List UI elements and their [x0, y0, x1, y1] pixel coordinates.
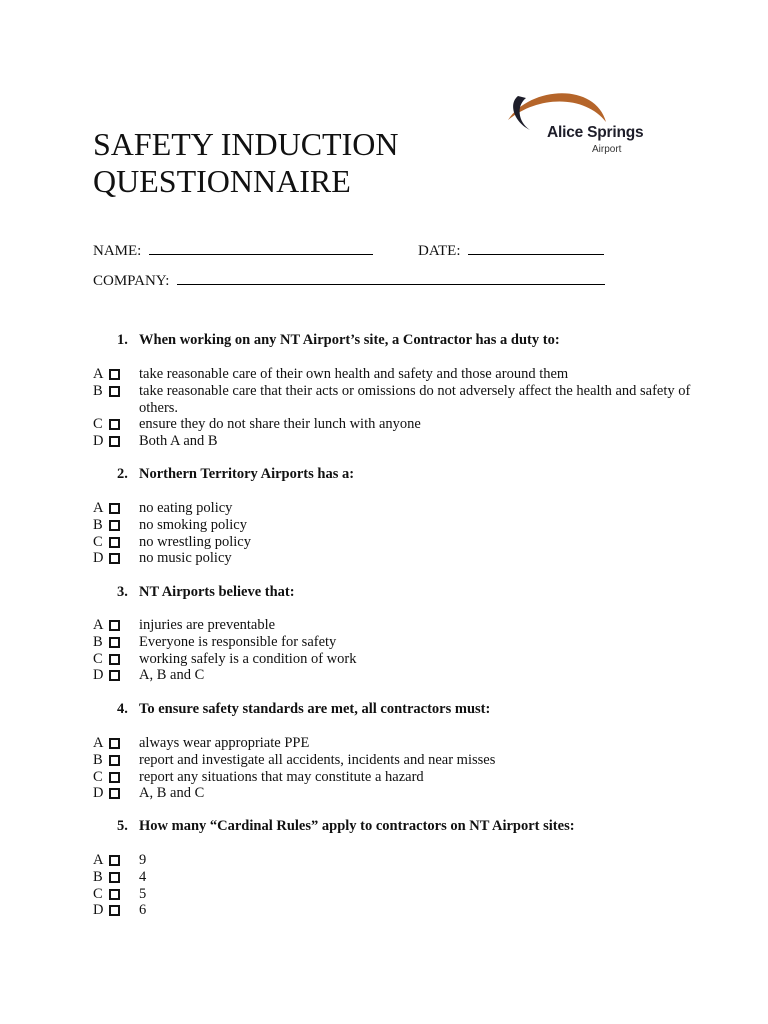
answer-letter: B [93, 382, 103, 399]
answer-option[interactable] [93, 667, 693, 684]
answer-letter: A [93, 366, 104, 382]
checkbox-icon[interactable] [109, 637, 120, 648]
answer-letter: A [93, 617, 104, 633]
name-field[interactable] [93, 242, 373, 260]
answer-text: 6 [139, 902, 147, 919]
question-number: 1. [117, 332, 128, 348]
answer-option[interactable] [93, 416, 693, 433]
answer-text: take reasonable care that their acts or omissions do not adversely affect the health and safety of others. [139, 382, 691, 416]
answer-text: 9 [139, 852, 147, 868]
answer-option[interactable] [93, 617, 693, 634]
checkbox-icon[interactable] [109, 788, 120, 799]
answer-letter: A [93, 500, 104, 516]
answer-text: take reasonable care of their own health and safety and those around them [139, 366, 569, 382]
question-text: To ensure safety standards are met, all contractors must: [139, 701, 491, 717]
answer-option[interactable] [93, 886, 693, 903]
checkbox-icon[interactable] [109, 436, 120, 447]
checkbox-icon[interactable] [109, 905, 120, 916]
question-2 [117, 466, 354, 483]
answer-text: Everyone is responsible for safety [139, 633, 337, 650]
question-text: Northern Territory Airports has a: [139, 466, 355, 482]
answer-text: Both A and B [139, 433, 218, 450]
swoosh-logo-icon [500, 82, 670, 162]
answer-letter: D [93, 667, 104, 684]
answer-option[interactable] [93, 550, 693, 567]
answer-letter: B [93, 868, 103, 885]
answer-text: injuries are preventable [139, 617, 276, 633]
date-field[interactable] [418, 242, 604, 260]
question-number: 2. [117, 466, 128, 482]
question-number: 3. [117, 584, 128, 600]
answer-letter: C [93, 885, 103, 902]
checkbox-icon[interactable] [109, 386, 120, 397]
answer-option[interactable] [93, 769, 693, 786]
answer-option[interactable] [93, 433, 693, 450]
question-1 [117, 332, 560, 349]
answer-option[interactable] [93, 869, 693, 886]
answer-letter: A [93, 735, 104, 751]
answer-option[interactable] [93, 517, 693, 534]
checkbox-icon[interactable] [109, 537, 120, 548]
page-title: SAFETY INDUCTION QUESTIONNAIRE [93, 126, 399, 199]
checkbox-icon[interactable] [109, 872, 120, 883]
checkbox-icon[interactable] [109, 670, 120, 681]
answer-option[interactable] [93, 500, 693, 517]
answer-text: working safely is a condition of work [139, 650, 357, 667]
answer-text: no smoking policy [139, 516, 247, 533]
name-line[interactable] [149, 242, 373, 255]
answer-text: no wrestling policy [139, 533, 251, 550]
answers-1 [93, 366, 693, 450]
checkbox-icon[interactable] [109, 503, 120, 514]
alice-springs-airport-logo [500, 82, 670, 162]
answer-letter: C [93, 768, 103, 785]
answer-option[interactable] [93, 366, 693, 383]
answers-3 [93, 617, 693, 684]
logo-name: Alice Springs [547, 124, 644, 141]
answer-text: ensure they do not share their lunch with anyone [139, 416, 421, 433]
answer-letter: D [93, 785, 104, 802]
answers-5 [93, 852, 693, 919]
answer-letter: B [93, 516, 103, 533]
answer-text: no music policy [139, 550, 232, 567]
question-text: NT Airports believe that: [139, 584, 295, 600]
answer-letter: B [93, 751, 103, 768]
company-line[interactable] [177, 272, 605, 285]
company-field[interactable] [93, 272, 605, 290]
answer-letter: C [93, 416, 103, 433]
question-number: 5. [117, 818, 128, 834]
answer-option[interactable] [93, 752, 693, 769]
checkbox-icon[interactable] [109, 520, 120, 531]
answer-letter: D [93, 550, 104, 567]
answer-text: report and investigate all accidents, incidents and near misses [139, 751, 496, 768]
answer-option[interactable] [93, 735, 693, 752]
answers-2 [93, 500, 693, 567]
checkbox-icon[interactable] [109, 889, 120, 900]
checkbox-icon[interactable] [109, 755, 120, 766]
answer-letter: D [93, 433, 104, 450]
question-text: How many “Cardinal Rules” apply to contractors on NT Airport sites: [139, 818, 575, 834]
answer-text: report any situations that may constitute a hazard [139, 768, 424, 785]
question-text: When working on any NT Airport’s site, a Contractor has a duty to: [139, 332, 560, 348]
answer-option[interactable] [93, 785, 693, 802]
answer-option[interactable] [93, 534, 693, 551]
date-line[interactable] [468, 242, 604, 255]
checkbox-icon[interactable] [109, 620, 120, 631]
answer-option[interactable] [93, 852, 693, 869]
answer-letter: B [93, 633, 103, 650]
answer-text: always wear appropriate PPE [139, 735, 310, 751]
question-number: 4. [117, 701, 128, 717]
answer-text: A, B and C [139, 785, 205, 802]
checkbox-icon[interactable] [109, 419, 120, 430]
answer-letter: D [93, 902, 104, 919]
checkbox-icon[interactable] [109, 855, 120, 866]
answer-option[interactable] [93, 383, 693, 417]
checkbox-icon[interactable] [109, 553, 120, 564]
checkbox-icon[interactable] [109, 772, 120, 783]
answer-option[interactable] [93, 651, 693, 668]
answer-option[interactable] [93, 902, 693, 919]
answer-letter: C [93, 650, 103, 667]
answer-letter: A [93, 852, 104, 868]
date-label: DATE: [418, 243, 461, 259]
answer-option[interactable] [93, 634, 693, 651]
answer-text: A, B and C [139, 667, 205, 684]
answer-text: 5 [139, 885, 147, 902]
checkbox-icon[interactable] [109, 369, 120, 380]
answer-letter: C [93, 533, 103, 550]
question-3 [117, 584, 295, 601]
question-5 [117, 818, 575, 835]
answer-text: 4 [139, 868, 147, 885]
checkbox-icon[interactable] [109, 654, 120, 665]
question-4 [117, 701, 490, 718]
answer-text: no eating policy [139, 500, 233, 516]
company-label: COMPANY: [93, 273, 170, 289]
checkbox-icon[interactable] [109, 738, 120, 749]
logo-subtitle: Airport [592, 144, 622, 155]
name-label: NAME: [93, 243, 142, 259]
answers-4 [93, 735, 693, 802]
